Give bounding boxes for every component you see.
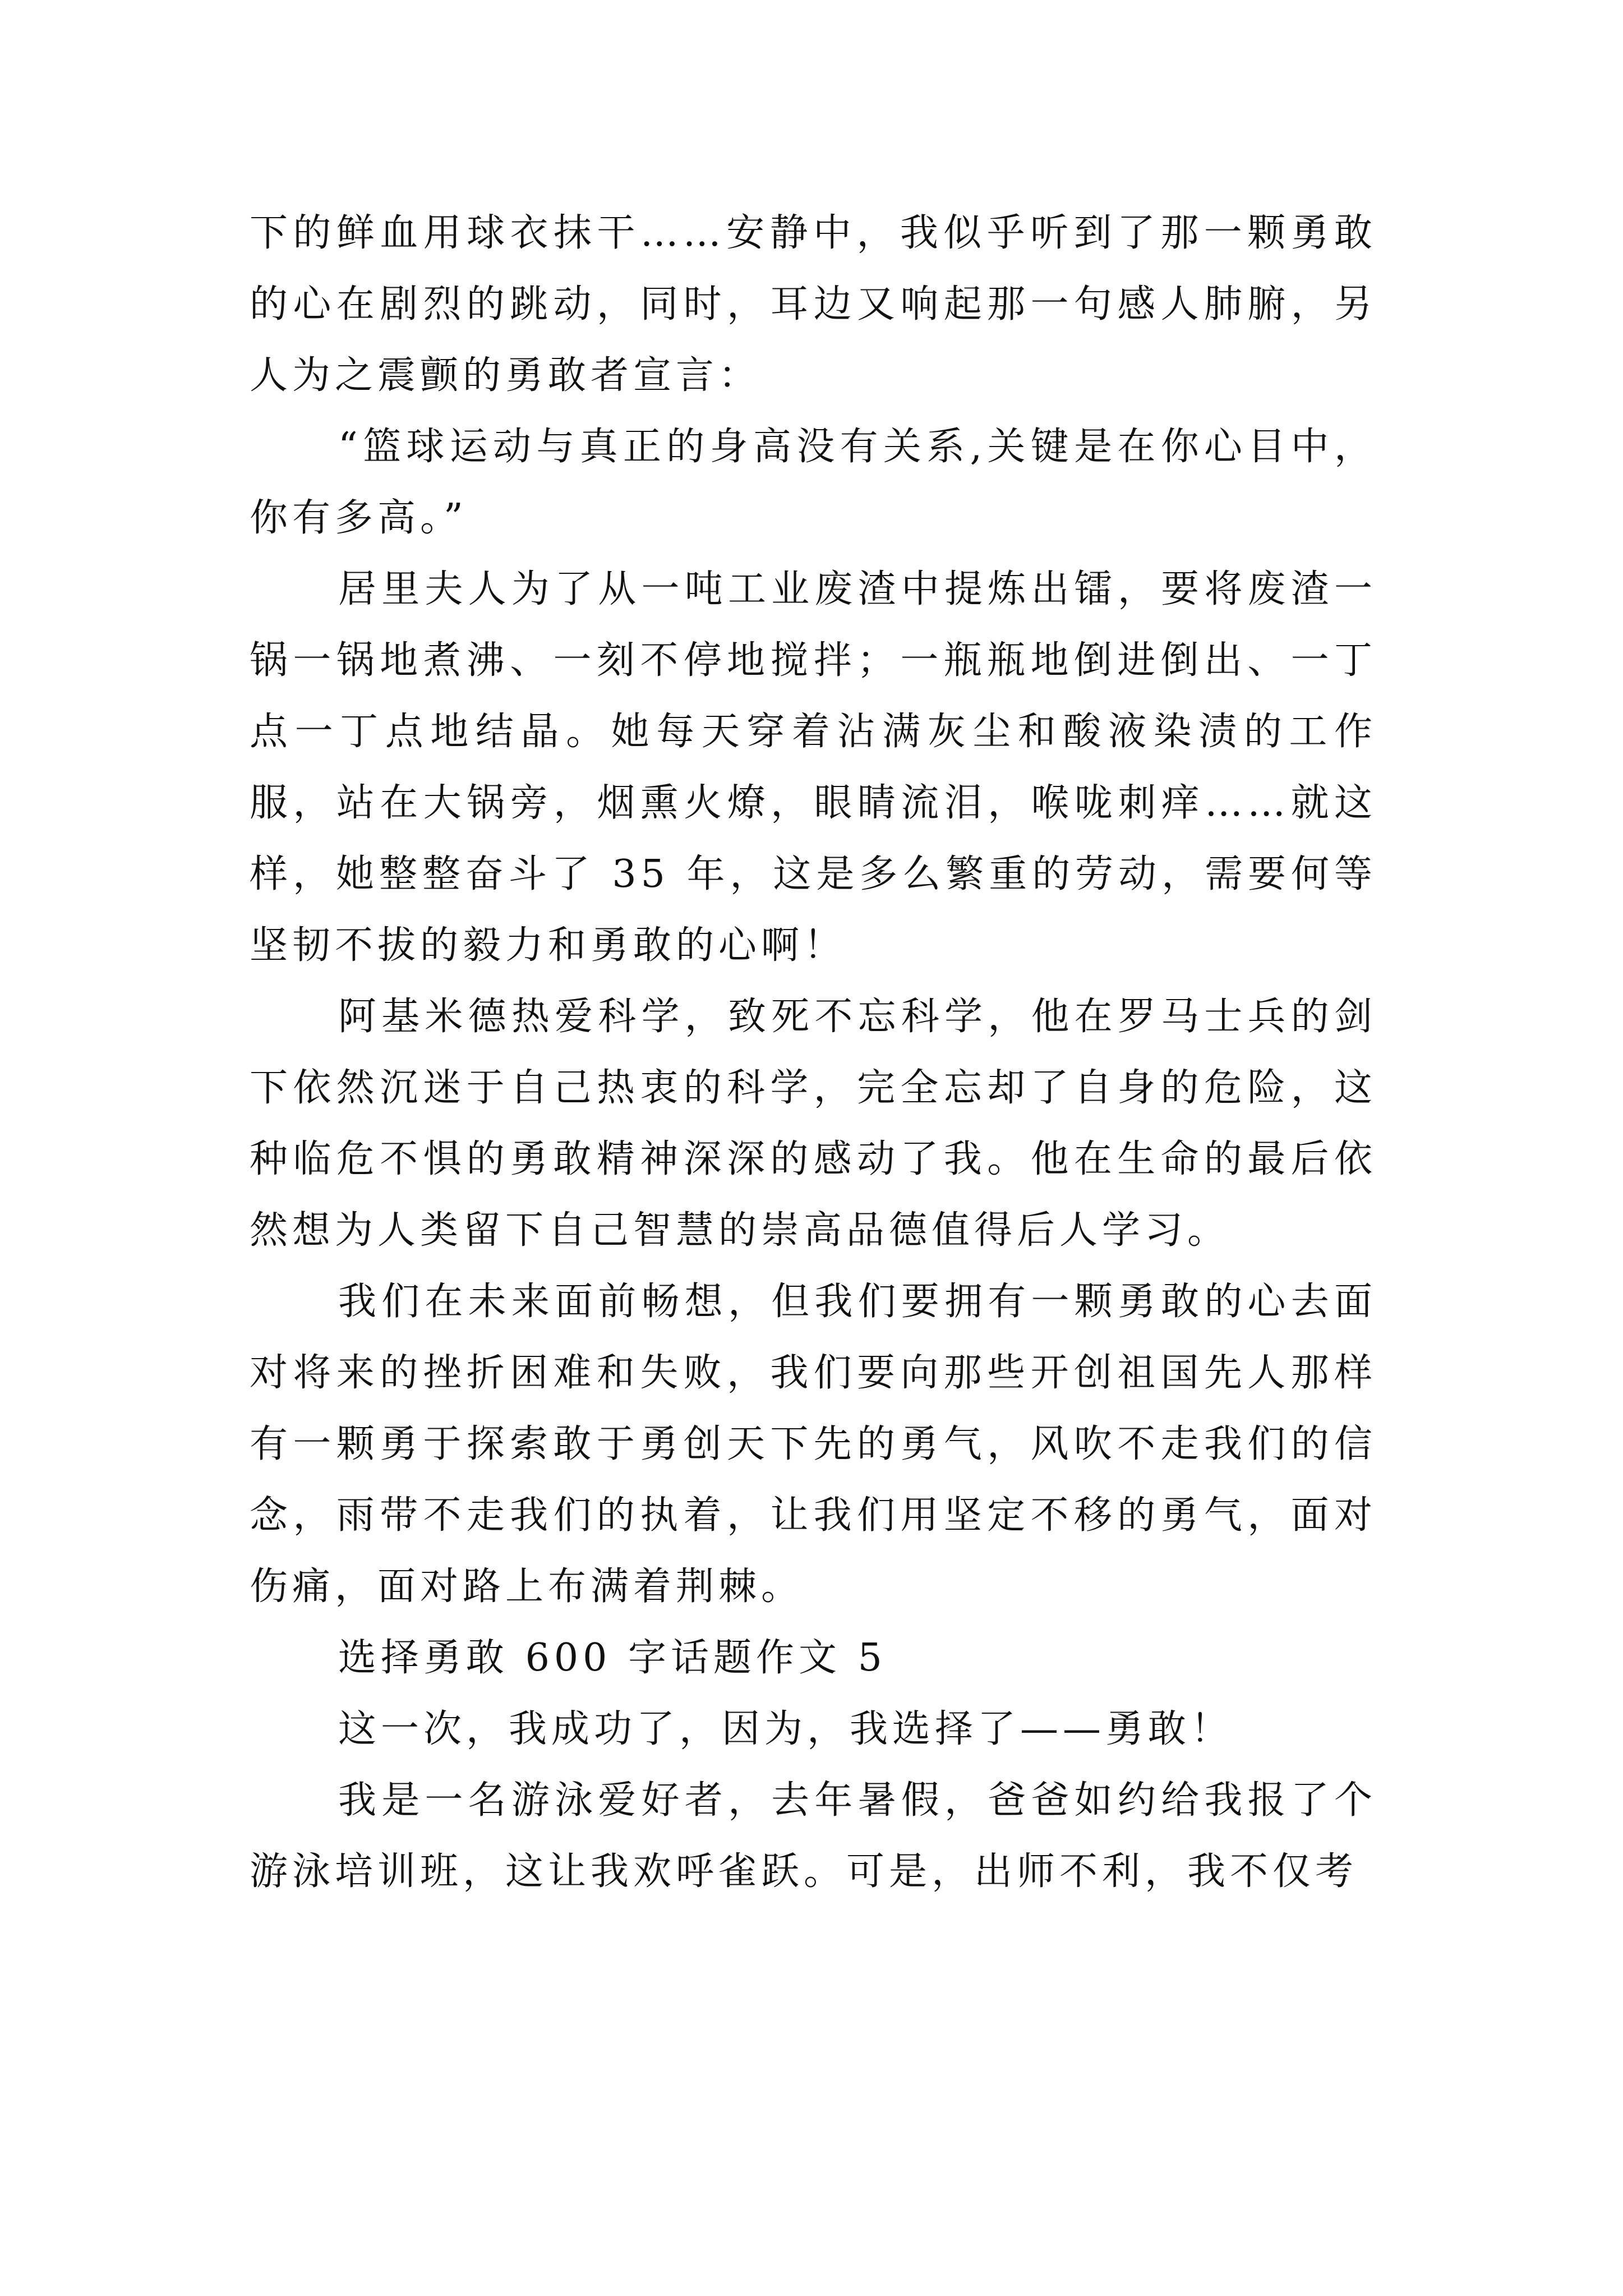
paragraph-success: 这一次，我成功了，因为，我选择了——勇敢！ bbox=[338, 1707, 1234, 1751]
paragraph-swimming: 我是一名游泳爱好者，去年暑假，爸爸如约给我报了个游泳培训班，这让我欢呼雀跃。可是，出师不利，我不仅考 bbox=[250, 1778, 1377, 1894]
paragraph-basketball-quote: “篮球运动与真正的身高没有关系,关键是在你心目中，你有多高。” bbox=[250, 425, 1377, 540]
section-title: 选择勇敢 600 字话题作文 5 bbox=[338, 1636, 887, 1680]
paragraph-archimedes: 阿基米德热爱科学，致死不忘科学，他在罗马士兵的剑下依然沉迷于自己热衷的科学，完全忘却了自身的危险，这种临危不惧的勇敢精神深深的感动了我。他在生命的最后依然想为人类留下自己智慧的崇高品德值得后人学习。 bbox=[250, 995, 1377, 1253]
paragraph-curie: 居里夫人为了从一吨工业废渣中提炼出镭，要将废渣一锅一锅地煮沸、一刻不停地搅拌；一瓶瓶地倒进倒出、一丁点一丁点地结晶。她每天穿着沾满灰尘和酸液染渍的工作服，站在大锅旁，烟熏火燎，眼睛流泪，喉咙刺痒……就这样，她整整奋斗了 35 年，这是多么繁重的劳动，需要何等坚韧不拔的毅力和勇敢的心啊！ bbox=[250, 567, 1377, 968]
paragraph-blood-jersey: 下的鲜血用球衣抹干……安静中，我似乎听到了那一颗勇敢的心在剧烈的跳动，同时，耳边又响起那一句感人肺腑，另人为之震颤的勇敢者宣言： bbox=[250, 211, 1377, 398]
document-body bbox=[250, 197, 1377, 1907]
paragraph-future-courage: 我们在未来面前畅想，但我们要拥有一颗勇敢的心去面对将来的挫折困难和失败，我们要向那些开创祖国先人那样有一颗勇于探索敢于勇创天下先的勇气，风吹不走我们的信念，雨带不走我们的执着，让我们用坚定不移的勇气，面对伤痛，面对路上布满着荆棘。 bbox=[250, 1280, 1377, 1609]
